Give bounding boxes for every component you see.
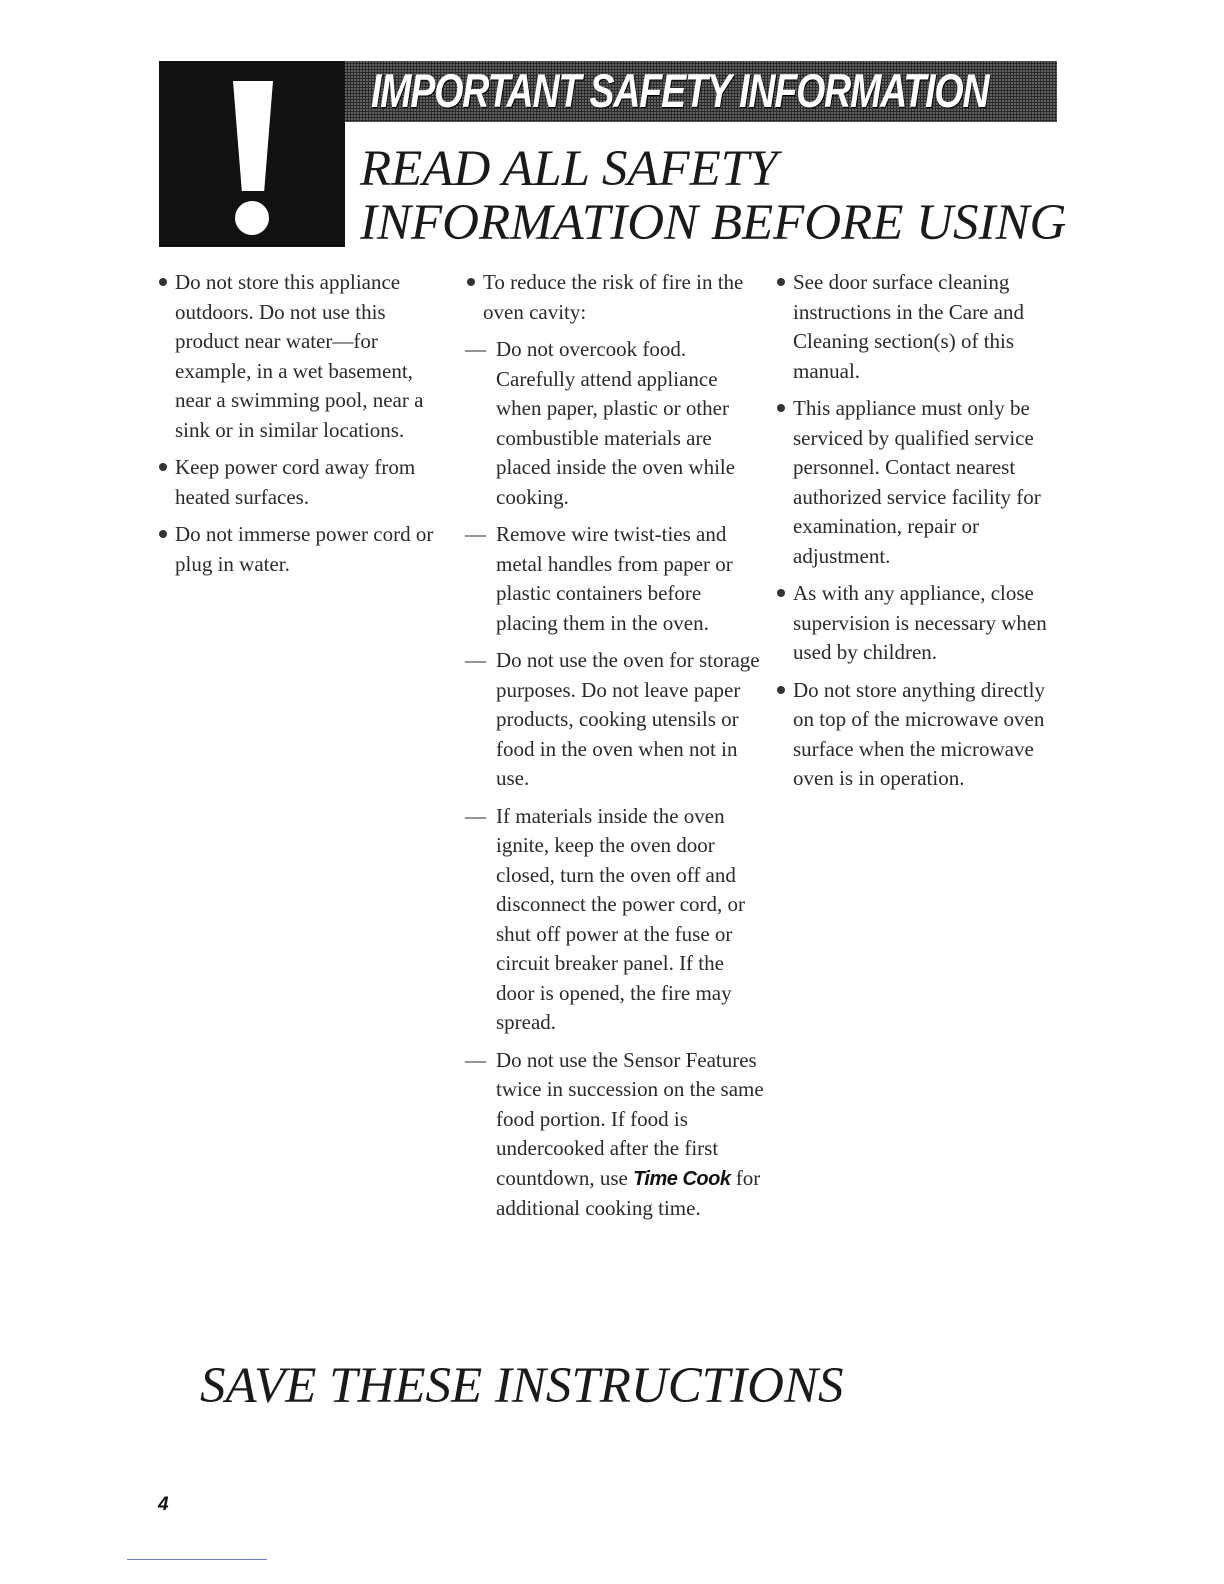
bullet-icon <box>777 589 785 597</box>
safety-column-2 <box>465 268 765 1232</box>
bullet-icon <box>777 404 785 412</box>
bullet-icon <box>159 530 167 538</box>
bullet-icon <box>159 463 167 471</box>
read-all-heading <box>360 141 1066 251</box>
safety-column-1 <box>157 268 447 587</box>
list-item: As with any appliance, close supervision is necessary when used by children. <box>775 579 1065 668</box>
safety-header <box>159 61 1067 251</box>
dash-icon: — <box>465 1047 486 1072</box>
dash-icon: — <box>465 648 486 672</box>
dash-item: — If materials inside the oven ignite, keep the oven door closed, turn the oven off and disconnect the power cord, or shut off power at the fuse or circuit breaker panel. If the door is opened, the fire may spread. <box>465 803 745 1034</box>
sensor-text-post: for additional cooking time. <box>496 1165 761 1220</box>
save-instructions-heading: SAVE THESE INSTRUCTIONS <box>200 1358 844 1414</box>
banner-title: IMPORTANT SAFETY INFORMATION <box>371 64 989 117</box>
dash-item <box>465 1046 765 1224</box>
read-all-line1: READ ALL SAFETY <box>360 141 778 197</box>
page-number: 4 <box>158 1494 169 1515</box>
sensor-text-pre: Do not use the Sensor Features twice in succession on the same food portion. If food is undercooked after the first countdown, use <box>496 1047 764 1190</box>
list-item: Keep power cord away from heated surfaces. <box>157 453 447 512</box>
safety-column-3 <box>775 268 1065 802</box>
footer-divider <box>127 1559 267 1560</box>
read-all-line2: INFORMATION BEFORE USING <box>360 195 1067 251</box>
dash-item: — Do not overcook food. Carefully attend appliance when paper, plastic or other combustible materials are placed inside the oven while cooking. <box>465 337 736 509</box>
bullet-icon <box>467 278 475 286</box>
dash-icon: — <box>465 337 486 361</box>
dash-item: — Remove wire twist-ties and metal handles from paper or plastic containers before placing them in the oven. <box>465 522 733 635</box>
time-cook-keyword: Time Cook <box>633 1167 731 1190</box>
safety-banner <box>345 61 1057 122</box>
bullet-icon <box>777 686 785 694</box>
list-item: Do not store anything directly on top of the microwave oven surface when the microwave oven is in operation. <box>775 676 1065 794</box>
list-item: Do not immerse power cord or plug in water. <box>157 520 447 579</box>
list-item: Do not store this appliance outdoors. Do not use this product near water—for example, in a wet basement, near a swimming pool, near a sink or in similar locations. <box>157 268 447 445</box>
dash-item: — Do not use the oven for storage purposes. Do not leave paper products, cooking utensils or food in the oven when not in use. <box>465 648 760 790</box>
list-item: This appliance must only be serviced by qualified service personnel. Contact nearest authorized service facility for examination, repair or adjustment. <box>775 394 1065 571</box>
list-item-intro: To reduce the risk of fire in the oven cavity: <box>465 268 765 327</box>
exclamation-icon <box>159 61 345 247</box>
dash-icon: — <box>465 522 486 546</box>
list-item: See door surface cleaning instructions in the Care and Cleaning section(s) of this manual. <box>775 268 1065 386</box>
bullet-icon <box>777 278 785 286</box>
bullet-icon <box>159 278 167 286</box>
dash-icon: — <box>465 803 486 828</box>
